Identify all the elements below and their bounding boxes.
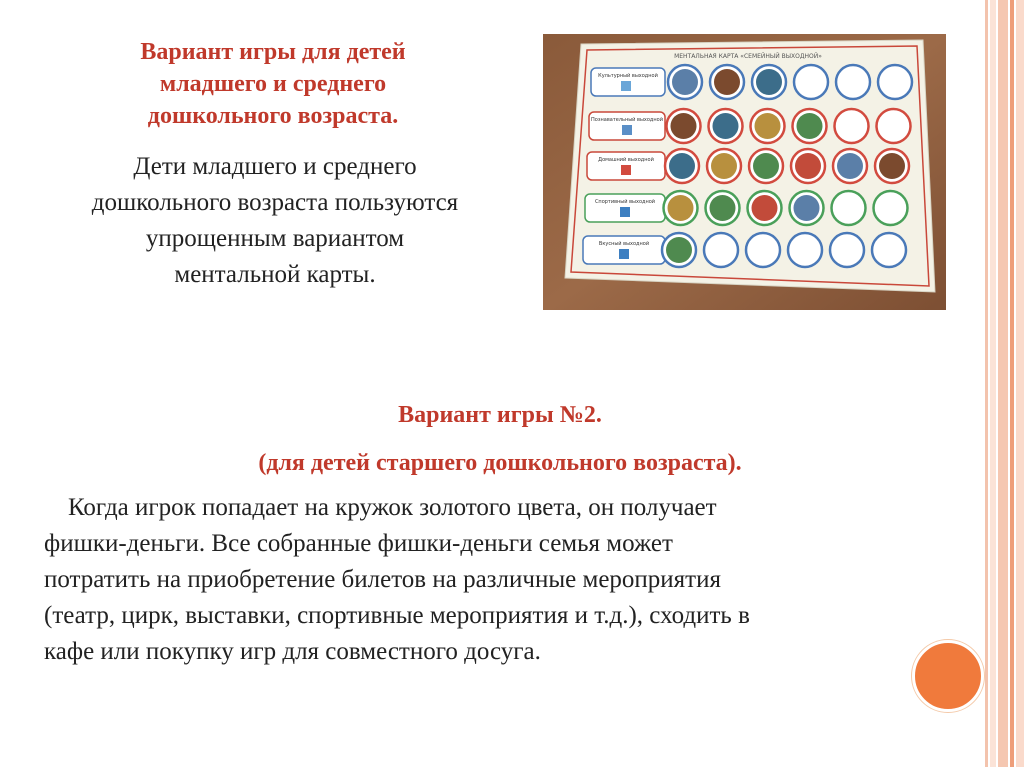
board-circle <box>704 233 738 267</box>
variant2-body-line: Когда игрок попадает на кружок золотого цвета, он получает <box>68 494 717 521</box>
board-circle-picture <box>755 113 781 139</box>
board-circle-picture <box>672 69 698 95</box>
decor-stripe-3 <box>998 0 1008 767</box>
variant2-body-line: (театр, цирк, выставки, спортивные мероприятия и т.д.), сходить в <box>44 602 750 629</box>
row-label-5 <box>583 236 665 264</box>
block1-title <box>48 36 498 132</box>
block1-body-line: упрощенным вариантом <box>145 225 405 252</box>
board-circle-picture <box>714 69 740 95</box>
decor-stripe-4 <box>1010 0 1014 767</box>
board-circle <box>874 191 908 225</box>
board-circle <box>794 65 828 99</box>
block1-body-line: ментальной карты. <box>174 261 376 288</box>
row-icon <box>619 249 629 259</box>
decor-stripe-2 <box>990 0 996 767</box>
board-circle-picture <box>668 195 694 221</box>
board-header: МЕНТАЛЬНАЯ КАРТА «СЕМЕЙНЫЙ ВЫХОДНОЙ» <box>674 53 822 60</box>
row-icon <box>621 81 631 91</box>
row-label-text: Домашний выходной <box>598 157 654 163</box>
row-label-text: Вкусный выходной <box>598 241 650 247</box>
board-circle-picture <box>879 153 905 179</box>
board-circle-picture <box>794 195 820 221</box>
variant2-title: Вариант игры №2. <box>398 402 602 428</box>
row-label-3 <box>587 152 665 180</box>
board-circle-picture <box>837 153 863 179</box>
board-circle-picture <box>710 195 736 221</box>
board-circle-picture <box>797 113 823 139</box>
board-circle <box>872 233 906 267</box>
block1-title-line: младшего и среднего <box>159 71 387 97</box>
board-circle-picture <box>752 195 778 221</box>
board-circle <box>878 65 912 99</box>
variant2-body-line: кафе или покупку игр для совместного досуга. <box>44 638 541 665</box>
block1-body <box>40 149 510 293</box>
row-icon <box>622 125 632 135</box>
row-label-text: Спортивный выходной <box>594 199 656 205</box>
decor-orange-circle <box>912 640 984 712</box>
block1-body-line: Дети младшего и среднего <box>133 153 417 180</box>
board-circle <box>788 233 822 267</box>
board-circle <box>830 233 864 267</box>
board-circle-picture <box>711 153 737 179</box>
row-label-2 <box>589 112 665 140</box>
variant2-body-line: фишки-деньги. Все собранные фишки-деньги семья может <box>44 530 673 557</box>
row-icon <box>621 165 631 175</box>
mental-map-photo <box>543 34 946 310</box>
board-circle-picture <box>756 69 782 95</box>
board-circle-picture <box>713 113 739 139</box>
decor-stripe-5 <box>1016 0 1024 767</box>
board-circle <box>836 65 870 99</box>
board-circle <box>835 109 869 143</box>
board-circle-picture <box>795 153 821 179</box>
row-label-text: Культурный выходной <box>598 73 658 79</box>
board-circle <box>877 109 911 143</box>
row-label-text: Познавательный выходной <box>591 117 663 123</box>
block1-body-line: дошкольного возраста пользуются <box>91 189 459 216</box>
row-label-4 <box>585 194 665 222</box>
variant2-subtitle: (для детей старшего дошкольного возраста). <box>258 450 742 476</box>
board-circle <box>746 233 780 267</box>
row-label-1 <box>591 68 665 96</box>
decor-stripe-1 <box>985 0 988 767</box>
row-icon <box>620 207 630 217</box>
board-circle-picture <box>669 153 695 179</box>
block1-title-line: дошкольного возраста. <box>147 103 399 129</box>
variant2-body <box>44 490 964 670</box>
board-circle-picture <box>666 237 692 263</box>
board-circle <box>832 191 866 225</box>
block1-title-line: Вариант игры для детей <box>140 39 406 65</box>
board-circle-picture <box>753 153 779 179</box>
variant2-body-line: потратить на приобретение билетов на различные мероприятия <box>44 566 721 593</box>
board-circle-picture <box>671 113 697 139</box>
